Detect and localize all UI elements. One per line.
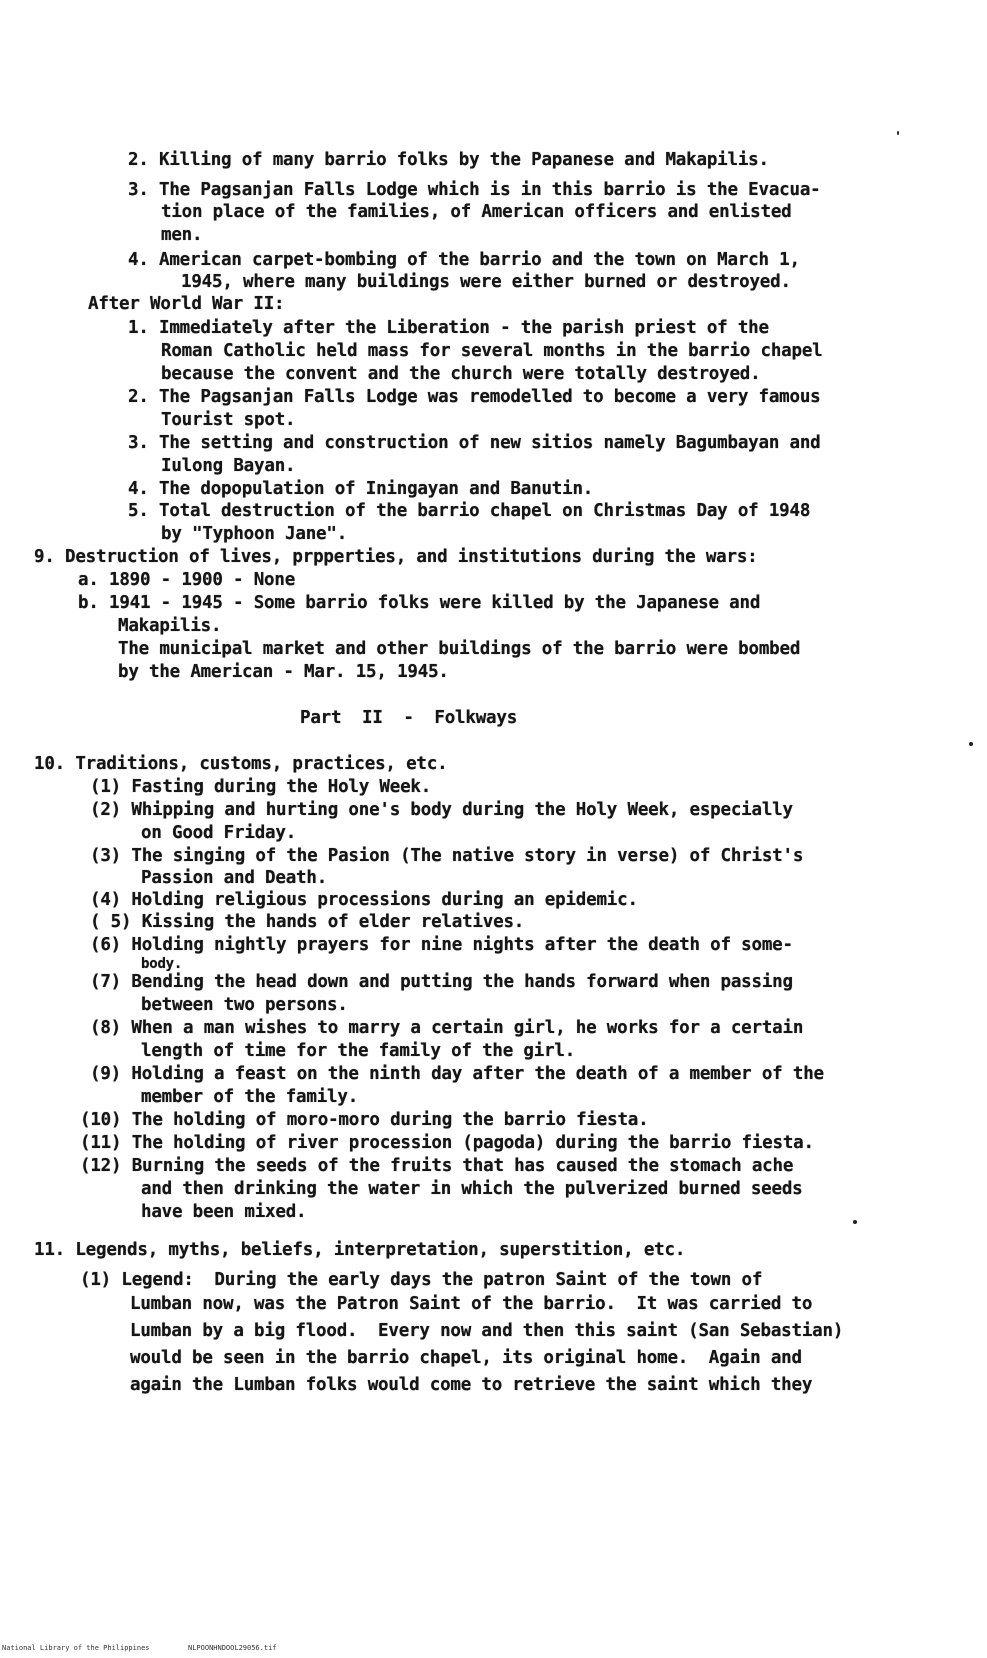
tradition-item-4 [90,888,638,912]
tradition-item-11 [80,1131,814,1155]
after-war-item-5-line-2: by "Typhoon Jane". [161,524,348,544]
after-war-item-2-line-2: Tourist spot. [161,410,296,430]
legend-item-1-line-2: Lumban now, was the Patron Saint of the barrio. It was carried to [130,1294,813,1314]
item-number: (6) [90,935,122,955]
item-text: Immediately after the Liberation - the parish priest of the [159,318,769,338]
wartime-item-4 [128,248,800,272]
item-number: 4. [128,479,149,499]
item-number: (12) [80,1156,122,1176]
item-text: The holding of moro-moro during the barrio fiesta. [131,1110,649,1130]
wartime-item-4-line-2: 1945, where many buildings were either burned or destroyed. [181,272,791,292]
scan-speck [969,742,973,746]
item-text: The holding of river procession (pagoda) during the barrio fiesta. [131,1133,814,1153]
wartime-item-3-line-2: tion place of the families, of American officers and enlisted [161,202,792,222]
item-text: Holding a feast on the ninth day after the death of a member of the [131,1064,824,1084]
tradition-item-9-line-2: member of the family. [141,1087,359,1107]
item-text: The dopopulation of Iningayan and Banutin. [159,479,594,499]
tradition-item-2 [90,798,793,822]
scan-footer-left: National Library of the Philippines [2,1644,150,1652]
item-text: The Pagsanjan Falls Lodge was remodelled to become a very famous [159,387,821,407]
tradition-item-6 [90,933,793,957]
scan-speck [897,131,899,135]
item-number: 2. [128,150,149,170]
item-number: (1) [90,777,122,797]
item-text: Kissing the hands of elder relatives. [141,912,525,932]
tradition-item-12-line-2: and then drinking the water in which the pulverized burned seeds [141,1179,803,1199]
legend-item-1-line-4: would be seen in the barrio chapel, its original home. Again and [130,1348,802,1368]
tradition-item-7 [90,970,793,994]
section-9-b-line-4: by the American - Mar. 15, 1945. [118,662,449,682]
item-text: When a man wishes to marry a certain girl, he works for a certain [131,1018,804,1038]
item-number: (9) [90,1064,122,1084]
item-number: 4. [128,250,149,270]
tradition-item-1 [90,775,431,799]
after-war-item-4 [128,477,593,501]
item-text: Fasting during the Holy Week. [131,777,432,797]
after-war-item-3 [128,431,821,455]
item-number: (4) [90,890,122,910]
after-war-heading: After World War II: [88,294,285,314]
after-war-item-2 [128,385,821,409]
item-number: (2) [90,800,122,820]
section-9-b: b. 1941 - 1945 - Some barrio folks were killed by the Japanese and [78,593,761,613]
after-war-item-1-line-3: because the convent and the church were totally destroyed. [161,364,761,384]
tradition-item-2-line-2: on Good Friday. [141,823,297,843]
tradition-item-12 [80,1154,793,1178]
after-war-item-3-line-2: Iulong Bayan. [161,456,296,476]
item-text: Holding nightly prayers for nine nights after the death of some- [131,935,793,955]
item-number: ( 5) [90,912,132,932]
section-9-b-line-2: Makapilis. [118,616,222,636]
wartime-item-3-line-3: men. [161,225,203,245]
wartime-item-2 [128,148,769,172]
item-text: The singing of the Pasion (The native story in verse) of Christ's [131,846,804,866]
tradition-item-9 [90,1062,824,1086]
item-number: (8) [90,1018,122,1038]
after-war-item-5 [128,499,810,523]
legend-item-1-line-5: again the Lumban folks would come to retrieve the saint which they [130,1375,813,1395]
item-text: American carpet-bombing of the barrio and the town on March 1, [159,250,800,270]
wartime-item-3 [128,178,821,202]
item-number: (3) [90,846,122,866]
item-text: The Pagsanjan Falls Lodge which is in this barrio is the Evacua- [159,180,821,200]
item-text: Total destruction of the barrio chapel on Christmas Day of 1948 [159,501,811,521]
tradition-item-3-line-2: Passion and Death. [141,868,328,888]
item-number: 3. [128,180,149,200]
item-text: Burning the seeds of the fruits that has caused the stomach ache [131,1156,794,1176]
section-10-title: 10. Traditions, customs, practices, etc. [34,754,448,774]
tradition-item-8-line-2: length of time for the family of the girl. [141,1041,576,1061]
item-text: Killing of many barrio folks by the Papanese and Makapilis. [159,150,769,170]
tradition-item-7-line-2: between two persons. [141,995,348,1015]
tradition-item-10 [80,1108,648,1132]
item-number: (10) [80,1110,122,1130]
scan-footer-right: NLPOONHNDOOL29056.tif [188,1644,277,1652]
tradition-item-8 [90,1016,803,1040]
after-war-item-1-line-2: Roman Catholic held mass for several months in the barrio chapel [161,341,823,361]
tradition-item-5 [90,910,524,934]
item-number: (1) [80,1270,112,1290]
item-number: 3. [128,433,149,453]
after-war-item-1 [128,316,769,340]
scan-speck [853,1220,857,1224]
part-2-heading: Part II - Folkways [300,708,518,728]
item-text: Legend: During the early days the patron Saint of the town of [121,1270,763,1290]
legend-item-1 [80,1268,762,1292]
item-text: Whipping and hurting one's body during the Holy Week, especially [131,800,793,820]
tradition-item-6-line-2: body. [141,956,183,972]
section-9-title: 9. Destruction of lives, prpperties, and institutions during the wars: [34,547,758,567]
item-number: 2. [128,387,149,407]
item-number: (11) [80,1133,122,1153]
section-9-b-line-3: The municipal market and other buildings of the barrio were bombed [118,639,801,659]
item-text: Holding religious processions during an epidemic. [131,890,638,910]
item-text: The setting and construction of new sitios namely Bagumbayan and [159,433,821,453]
item-number: (7) [90,972,122,992]
legend-item-1-line-3: Lumban by a big flood. Every now and then this saint (San Sebastian) [130,1321,844,1341]
section-9-a: a. 1890 - 1900 - None [78,570,296,590]
item-text: Bending the head down and putting the hands forward when passing [131,972,793,992]
item-number: 1. [128,318,149,338]
item-number: 5. [128,501,149,521]
tradition-item-12-line-3: have been mixed. [141,1202,307,1222]
tradition-item-3 [90,844,803,868]
section-11-title: 11. Legends, myths, beliefs, interpretation, superstition, etc. [34,1240,686,1260]
